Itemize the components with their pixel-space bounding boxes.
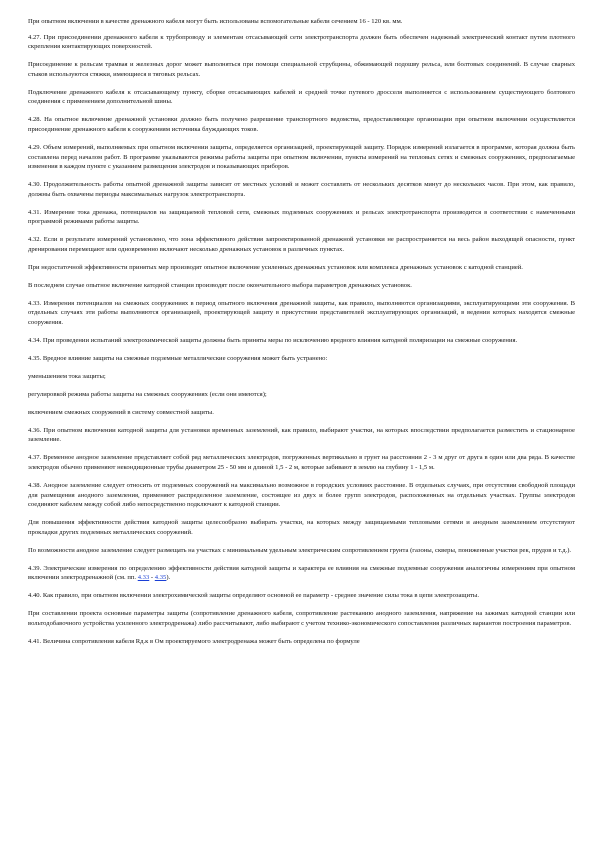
paragraph-4-38: 4.38. Анодное заземление следует относить от подземных сооружений на максимально возможное в городских условиях расстояние. В отдельных случаях, при отсутствии свободной площади для размещения анодного заземления, применяют распределенное заземление, состоящее из двух и более групп электродов, расположенных на отдельных участках. Группы электродов соединяют кабелем между собой либо непосредственно подключают к катодной станции. bbox=[28, 482, 575, 509]
paragraph-text: 4.39. Электрические измерения по определению эффективности действия катодной защиты и характера ее влияния на смежные подземные сооружения аналогичны измерениям при опытном включении электродренажной (см. пп. bbox=[28, 564, 575, 582]
paragraph-4-30: 4.30. Продолжительность работы опытной дренажной защиты зависит от местных условий и может составлять от нескольких десятков минут до нескольких часов. При этом, как правило, должны быть охвачены периоды максимальных нагрузок электротранспорта. bbox=[28, 181, 575, 198]
paragraph: При недостаточной эффективности принятых мер производят опытное включение усиленных дренажных установок или комплекса дренажных установок с катодной станцией. bbox=[28, 263, 523, 271]
reference-link-4-33[interactable]: 4.33 bbox=[137, 574, 150, 582]
paragraph-4-41: 4.41. Величина сопротивления кабеля Rд.к в Ом проектируемого электродренажа может быть определена по формуле bbox=[28, 637, 360, 645]
paragraph: Для повышения эффективности действия катодной защиты целесообразно выбирать участки, на которых между защищаемыми тепловыми сетями и анодным заземлением отсутствуют прокладки других подземных металлических сооружений. bbox=[28, 519, 575, 536]
paragraph-4-33: 4.33. Измерения потенциалов на смежных сооружениях в период опытного включения дренажной защиты, как правило, выполняются организациями, эксплуатирующими эти сооружения. В отдельных случаях эти работы выполняются организацией, проектирующей защиту в присутствии представителей эксплуатирующих организаций, в ведении которых находятся смежные сооружения. bbox=[28, 299, 575, 326]
reference-link-4-35[interactable]: 4.35 bbox=[154, 574, 167, 582]
paragraph-text: - bbox=[149, 574, 155, 582]
paragraph-4-35: 4.35. Вредное влияние защиты на смежные подземные металлические сооружения может быть устранено: bbox=[28, 354, 328, 362]
paragraph: При составлении проекта основные параметры защиты (сопротивление дренажного кабеля, сопротивление растеканию анодного заземления, напряжение на зажимах катодной станции или вольтодобавочного устройства усиленного электродренажа) либо рассчитывают, либо выбирают с учетом технико-экономического сопоставления различных вариантов построения параметров. bbox=[28, 610, 575, 627]
paragraph-4-37: 4.37. Временное анодное заземление представляет собой ряд металлических электродов, погруженных вертикально в грунт на расстоянии 2 - 3 м друг от друга в один или два ряда. В качестве электродов обычно применяют некондиционные трубы диаметром 25 - 50 мм и длиной 1,5 - 2 м, которые забивают в землю на глубину 1 - 1,5 м. bbox=[28, 454, 575, 472]
paragraph-4-29: 4.29. Объем измерений, выполняемых при опытном включении защиты, определяется организацией, проектирующей защиту. Порядок измерений излагается в программе, которая должна быть составлена перед началом работ. В программе указываются режимы работы защиты при опытном включении, пункты измерений на тепловых сетях и смежных сооружениях, предполагаемые изменения в каждом пункте с указанием размещения электродов и показывающих приборов. bbox=[28, 143, 575, 171]
paragraph-4-39 bbox=[28, 564, 575, 583]
paragraph-4-27: 4.27. При присоединении дренажного кабеля к трубопроводу и элементам отсасывающей сети электротранспорта должен быть обеспечен надежный электрический контакт путем плотного скрепления контактирующих поверхностей. bbox=[28, 33, 575, 51]
paragraph-4-28: 4.28. На опытное включение дренажной установки должно быть получено разрешение транспортного ведомства, предоставляющее организации при опытном включении осуществляется присоединение дренажного кабеля к сооружениям источника блуждающих токов. bbox=[28, 116, 575, 133]
list-item: регулировкой режима работы защиты на смежных сооружениях (если они имеются); bbox=[28, 390, 267, 398]
list-item: уменьшением тока защиты; bbox=[28, 372, 106, 380]
paragraph-4-32: 4.32. Если в результате измерений установлено, что зона эффективного действия запроектированной дренажной установки не распространяется на весь район выходящей опасности, пункт дренирования перемещают или одновременно включают несколько дренажных установок в различных пунктах. bbox=[28, 236, 575, 253]
paragraph: При опытном включении в качестве дренажного кабеля могут быть использованы вспомогательные кабели сечением 16 - 120 кв. мм. bbox=[28, 18, 403, 25]
paragraph: Подключение дренажного кабеля к отсасывающему пункту, сборке отсасывающих кабелей и средней точке путевого дросселя выполняется с использованием существующего болтового соединения с применением дополнительной шины. bbox=[28, 88, 575, 106]
paragraph: В последнем случае опытное включение катодной станции производят после окончательного выбора параметров дренажных установок. bbox=[28, 281, 412, 289]
paragraph: По возможности анодное заземление следует размещать на участках с минимальным удельным электрическим сопротивлением грунта (газоны, скверы, пониженные участки рек, прудов и т.д.). bbox=[28, 546, 572, 554]
paragraph-4-40: 4.40. Как правило, при опытном включении электрохимической защиты определяют основной ее параметр - среднее значение силы тока в цепи электрозащиты. bbox=[28, 592, 479, 600]
paragraph-4-31: 4.31. Измерение тока дренажа, потенциалов на защищаемой тепловой сети, смежных подземных сооружениях и рельсах электротранспорта производится в соответствии с намеченными программой режимами работы защиты. bbox=[28, 208, 575, 226]
paragraph: Присоединение к рельсам трамвая и железных дорог может выполняться при помощи специальной струбцины, обжимающей подошву рельса, или болтовых соединений. В случае сварных стыков используются стяжки, имеющиеся в тяговых рельсах. bbox=[28, 61, 575, 78]
list-item: включением смежных сооружений в систему совместной защиты. bbox=[28, 408, 214, 416]
paragraph-4-34: 4.34. При проведении испытаний электрохимической защиты должны быть приняты меры по исключению вредного влияния катодной поляризации на смежные сооружения. bbox=[28, 336, 518, 344]
paragraph-text: ). bbox=[166, 574, 171, 582]
paragraph-4-36: 4.36. При опытном включении катодной защиты для установки временных заземлений, как правило, выбирают участки, на которых впоследствии предполагается разместить и стационарное заземление. bbox=[28, 426, 575, 444]
